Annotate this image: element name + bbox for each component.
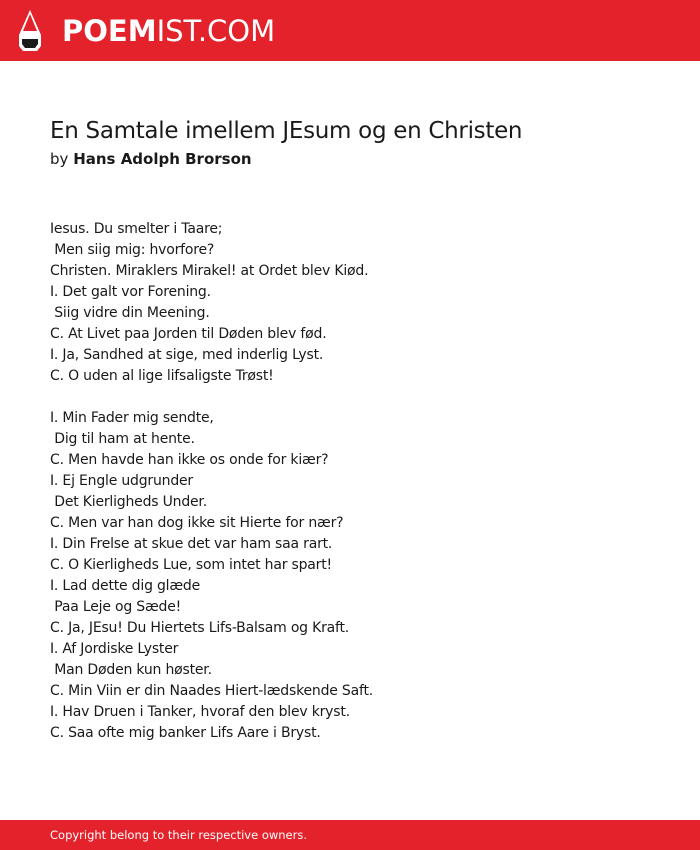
poem-line: Man Døden kun høster. [50, 662, 212, 678]
poem-body [50, 219, 670, 765]
stanza [50, 219, 670, 387]
poem-line: C. At Livet paa Jorden til Døden blev fød. [50, 326, 327, 342]
site-header [0, 0, 700, 61]
poem-title: En Samtale imellem JEsum og en Christen [50, 118, 523, 144]
poem-line: C. Min Viin er din Naades Hiert-lædskende Saft. [50, 683, 374, 699]
site-footer [0, 820, 700, 850]
pencil-tip-icon [17, 10, 43, 51]
logo-text-light: IST.COM [156, 14, 276, 48]
poem-line: I. Din Frelse at skue det var ham saa rart. [50, 536, 333, 552]
poem-line: I. Af Jordiske Lyster [50, 641, 179, 657]
poem-line: Christen. Miraklers Mirakel! at Ordet blev Kiød. [50, 263, 369, 279]
logo-text-bold: POEM [62, 14, 157, 48]
poem-line: I. Ja, Sandhed at sige, med inderlig Lyst. [50, 347, 324, 363]
poem-line: C. Men havde han ikke os onde for kiær? [50, 452, 329, 468]
site-logo[interactable] [62, 13, 275, 49]
poem-line: C. Men var han dog ikke sit Hierte for nær? [50, 515, 344, 531]
poem-line: I. Det galt vor Forening. [50, 284, 211, 300]
copyright-notice: Copyright belong to their respective owners. [50, 828, 308, 842]
poem-line: Dig til ham at hente. [50, 431, 195, 447]
poem-line: Men siig mig: hvorfore? [50, 242, 215, 258]
poem-line: C. Ja, JEsu! Du Hiertets Lifs-Balsam og Kraft. [50, 620, 350, 636]
author-name: Hans Adolph Brorson [73, 150, 252, 168]
poem-line: I. Ej Engle udgrunder [50, 473, 193, 489]
stanza [50, 408, 670, 744]
poem-line: C. O uden al lige lifsaligste Trøst! [50, 368, 274, 384]
poem-line: Det Kierligheds Under. [50, 494, 207, 510]
poem-line: C. Saa ofte mig banker Lifs Aare i Bryst. [50, 725, 321, 741]
poem-line: Paa Leje og Sæde! [50, 599, 182, 615]
poem-line: Iesus. Du smelter i Taare; [50, 221, 223, 237]
byline-prefix: by [50, 150, 69, 168]
byline [50, 148, 252, 170]
poem-line: I. Lad dette dig glæde [50, 578, 201, 594]
poem-line: I. Min Fader mig sendte, [50, 410, 214, 426]
poem-line: I. Hav Druen i Tanker, hvoraf den blev kryst. [50, 704, 350, 720]
poem-line: C. O Kierligheds Lue, som intet har spart! [50, 557, 332, 573]
poem-line: Siig vidre din Meening. [50, 305, 210, 321]
